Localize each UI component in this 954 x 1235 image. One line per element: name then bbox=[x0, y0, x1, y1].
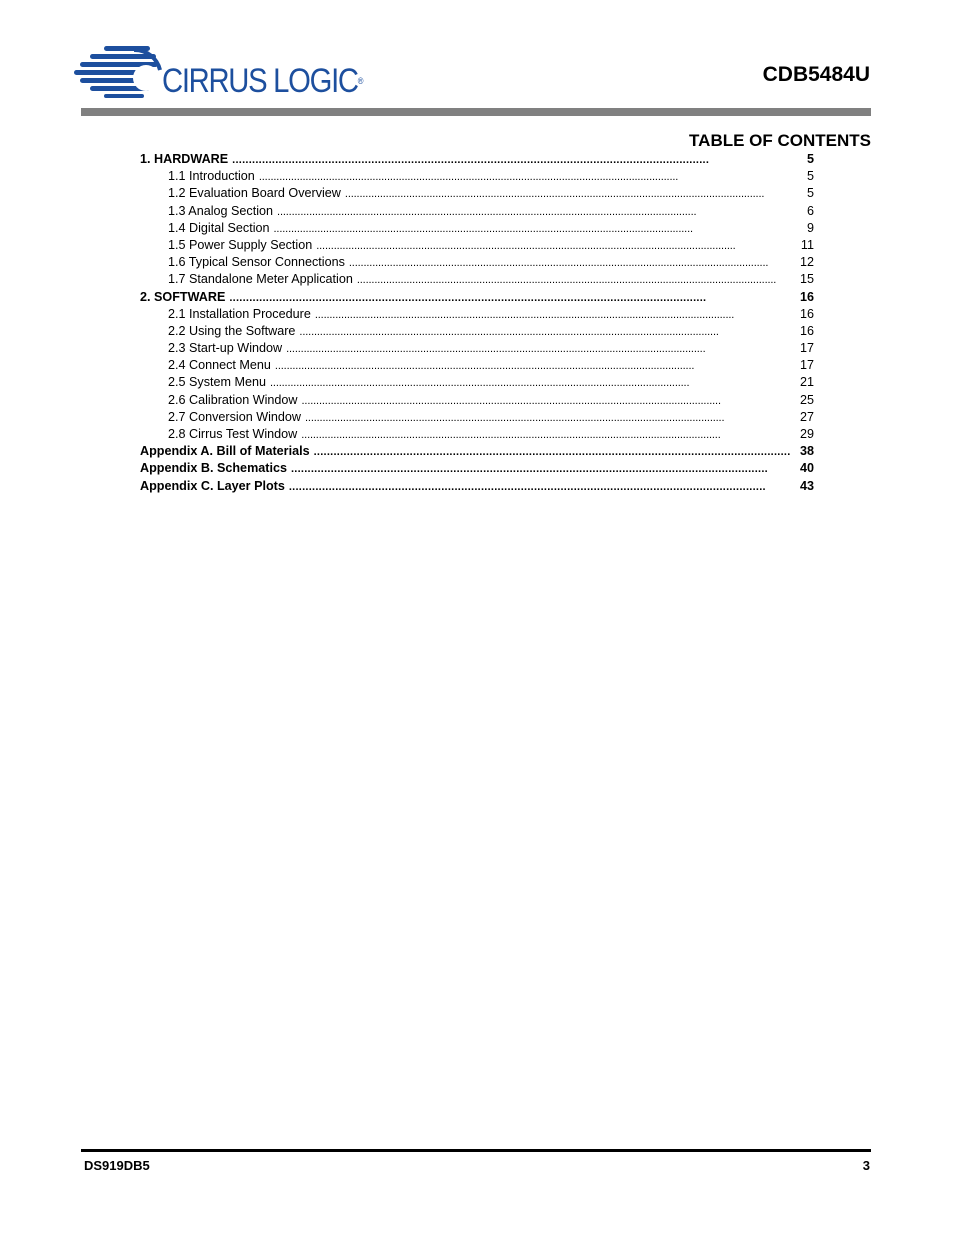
leader-dots bbox=[229, 290, 796, 306]
toc-entry[interactable] bbox=[140, 168, 814, 185]
leader-dots bbox=[277, 204, 803, 220]
toc-entry-page: 9 bbox=[806, 220, 814, 235]
leader-dots bbox=[345, 186, 803, 202]
toc-entry-page: 5 bbox=[806, 186, 814, 201]
toc-entry-page: 21 bbox=[799, 375, 814, 390]
toc-entry-page: 38 bbox=[799, 444, 814, 459]
toc-entry[interactable] bbox=[140, 478, 814, 495]
toc-entry-label: 1. HARDWARE bbox=[140, 152, 229, 166]
toc-entry[interactable] bbox=[140, 340, 814, 357]
toc-entry[interactable] bbox=[140, 374, 814, 391]
toc-entry[interactable] bbox=[140, 289, 814, 306]
leader-dots bbox=[270, 375, 796, 391]
leader-dots bbox=[232, 152, 803, 168]
toc-entry-label: 1.2 Evaluation Board Overview bbox=[168, 186, 341, 201]
toc-entry-page: 25 bbox=[799, 392, 814, 407]
document-title: CDB5484U bbox=[762, 63, 870, 86]
toc-entry-page: 16 bbox=[799, 306, 814, 321]
toc-entry[interactable] bbox=[140, 409, 814, 426]
toc-entry-page: 5 bbox=[806, 152, 814, 166]
brand-name: CIRRUS LOGIC® bbox=[162, 62, 364, 100]
toc-entry-page: 40 bbox=[799, 461, 814, 476]
toc-entry-label: 2. SOFTWARE bbox=[140, 289, 226, 304]
toc-entry[interactable] bbox=[140, 220, 814, 237]
leader-dots bbox=[305, 410, 796, 426]
toc-entry-page: 15 bbox=[799, 272, 814, 287]
page-number: 3 bbox=[862, 1158, 870, 1173]
toc-entry-label: 2.5 System Menu bbox=[168, 375, 266, 390]
leader-dots bbox=[275, 358, 796, 374]
leader-dots bbox=[289, 479, 796, 495]
toc-entry-page: 27 bbox=[799, 409, 814, 424]
document-number: DS919DB5 bbox=[84, 1158, 150, 1173]
toc-entry-page: 5 bbox=[806, 169, 814, 184]
leader-dots bbox=[314, 444, 796, 460]
footer-rule bbox=[81, 1149, 871, 1152]
toc-entry[interactable] bbox=[140, 306, 814, 323]
leader-dots bbox=[274, 221, 803, 237]
toc-entry-label: Appendix C. Layer Plots bbox=[140, 478, 285, 493]
toc-entry-page: 6 bbox=[806, 203, 814, 218]
toc-entry[interactable] bbox=[140, 357, 814, 374]
toc-entry[interactable] bbox=[140, 185, 814, 202]
leader-dots bbox=[316, 238, 797, 254]
toc-entry-label: 1.7 Standalone Meter Application bbox=[168, 272, 353, 287]
toc-entry-label: 2.8 Cirrus Test Window bbox=[168, 427, 298, 441]
toc-entry-page: 11 bbox=[800, 237, 814, 252]
toc-entry-page: 29 bbox=[799, 427, 814, 441]
toc-entry[interactable] bbox=[140, 392, 814, 409]
toc-entry[interactable] bbox=[140, 271, 814, 288]
leader-dots bbox=[301, 427, 796, 443]
toc-entry-page: 17 bbox=[799, 358, 814, 373]
leader-dots bbox=[286, 341, 796, 357]
toc-entry-page: 12 bbox=[799, 255, 814, 270]
toc-entry-label: 1.4 Digital Section bbox=[168, 220, 270, 235]
registered-mark: ® bbox=[357, 76, 364, 86]
toc-entry[interactable] bbox=[140, 254, 814, 271]
toc-entry-label: Appendix B. Schematics bbox=[140, 461, 287, 476]
toc-entry[interactable] bbox=[140, 426, 814, 443]
leader-dots bbox=[357, 272, 796, 288]
leader-dots bbox=[291, 461, 796, 477]
leader-dots bbox=[299, 324, 796, 340]
toc-entry-page: 16 bbox=[799, 323, 814, 338]
toc-entry[interactable] bbox=[140, 443, 814, 460]
leader-dots bbox=[259, 169, 803, 185]
toc-entry-label: 1.3 Analog Section bbox=[168, 203, 274, 218]
toc-entry-label: 1.5 Power Supply Section bbox=[168, 237, 313, 252]
toc-entry-label: 2.7 Conversion Window bbox=[168, 409, 301, 424]
leader-dots bbox=[302, 393, 796, 409]
toc-entry-page: 16 bbox=[799, 289, 814, 304]
toc-entry[interactable] bbox=[140, 151, 814, 168]
toc-entry-label: 2.6 Calibration Window bbox=[168, 392, 298, 407]
header-rule bbox=[81, 108, 871, 116]
toc-heading: TABLE OF CONTENTS bbox=[689, 131, 871, 150]
toc-entry[interactable] bbox=[140, 237, 814, 254]
table-of-contents bbox=[140, 151, 814, 495]
toc-entry-label: Appendix A. Bill of Materials bbox=[140, 444, 310, 459]
toc-entry-label: 2.4 Connect Menu bbox=[168, 358, 271, 373]
toc-entry[interactable] bbox=[140, 203, 814, 220]
toc-entry-label: 1.1 Introduction bbox=[168, 169, 255, 184]
toc-entry[interactable] bbox=[140, 460, 814, 477]
leader-dots bbox=[315, 307, 796, 323]
toc-entry[interactable] bbox=[140, 323, 814, 340]
toc-entry-label: 2.1 Installation Procedure bbox=[168, 306, 311, 321]
toc-entry-label: 2.2 Using the Software bbox=[168, 323, 296, 338]
toc-entry-page: 17 bbox=[799, 341, 814, 356]
toc-entry-label: 2.3 Start-up Window bbox=[168, 341, 283, 356]
toc-entry-label: 1.6 Typical Sensor Connections bbox=[168, 255, 345, 270]
toc-entry-page: 43 bbox=[799, 478, 814, 493]
leader-dots bbox=[349, 255, 796, 271]
